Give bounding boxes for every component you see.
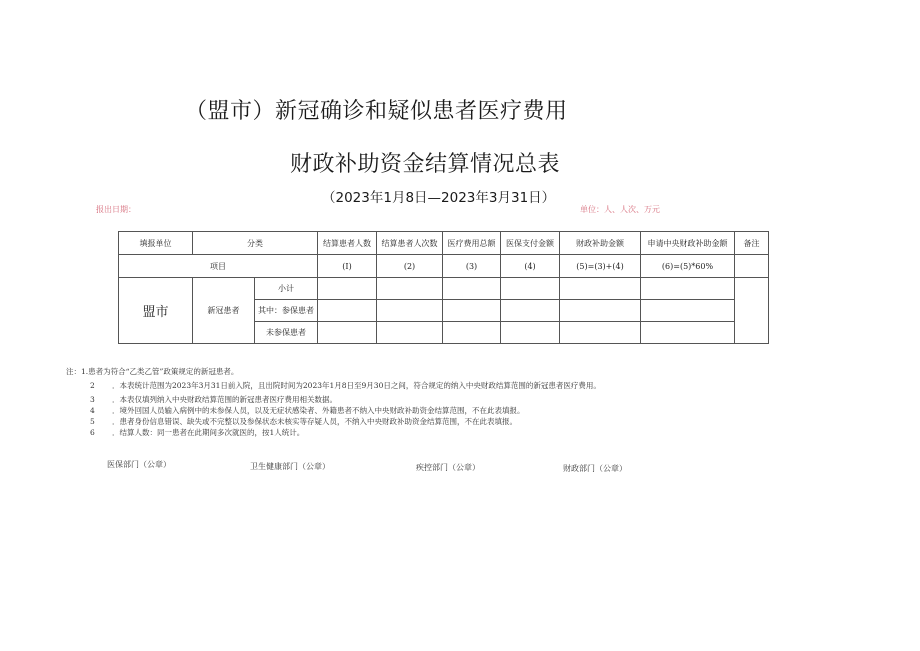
header-subsidy: 财政补助金额 xyxy=(560,232,641,255)
signature-disease-control: 疾控部门（公章） xyxy=(416,463,480,472)
unit-label: 单位：人、人次、万元 xyxy=(580,205,660,214)
note-text: ．本表统计范围为2023年3月31日前入院，且出院时间为2023年1月8日至9月30日之间，符合规定的纳入中央财政结算范围的新冠患者医疗费用。 xyxy=(112,381,601,390)
note-text: 患者为符合“乙类乙管”政策规定的新冠患者。 xyxy=(88,367,239,376)
item-label: 项目 xyxy=(119,255,318,278)
period-range: （2023年1月8日—2023年3月31日） xyxy=(322,190,556,206)
data-cell xyxy=(501,322,560,344)
data-cell xyxy=(641,278,735,300)
note-num: 5 xyxy=(90,417,95,426)
remarks-cell xyxy=(735,278,769,344)
note-text: ．结算人数：同一患者在此期间多次就医的，按1人统计。 xyxy=(112,428,305,437)
data-cell xyxy=(377,278,443,300)
data-cell xyxy=(318,322,377,344)
data-cell xyxy=(501,300,560,322)
data-cell xyxy=(318,278,377,300)
header-insurance-paid: 医保支付金额 xyxy=(501,232,560,255)
insured-label: 其中：参保患者 xyxy=(255,300,318,322)
note-num: 4 xyxy=(90,406,95,415)
item-col-2: (2) xyxy=(377,255,443,278)
subtotal-label: 小计 xyxy=(255,278,318,300)
signature-finance: 财政部门（公章） xyxy=(563,464,627,473)
note-num: 注：1. xyxy=(66,367,89,376)
data-cell xyxy=(443,300,501,322)
note-text: ．患者身份信息错误、缺失或不完整以及参保状态未核实等存疑人员，不纳入中央财政补助资金结算范围，不在此表填报。 xyxy=(112,417,517,426)
item-col-4: (4) xyxy=(501,255,560,278)
header-central-subsidy: 申请中央财政补助金额 xyxy=(641,232,735,255)
item-col-5: (5)=(3)+(4) xyxy=(560,255,641,278)
header-category: 分类 xyxy=(193,232,318,255)
note-num: 6 xyxy=(90,428,95,437)
title-line-1: （盟市）新冠确诊和疑似患者医疗费用 xyxy=(185,99,568,124)
data-cell xyxy=(560,322,641,344)
data-cell xyxy=(641,300,735,322)
title-line-2: 财政补助资金结算情况总表 xyxy=(290,152,561,177)
note-3 xyxy=(90,394,337,405)
note-num: 2 xyxy=(90,381,95,390)
data-cell xyxy=(318,300,377,322)
header-filling-unit: 填报单位 xyxy=(119,232,193,255)
header-total-cost: 医疗费用总额 xyxy=(443,232,501,255)
uninsured-label: 未参保患者 xyxy=(255,322,318,344)
note-6 xyxy=(90,427,304,438)
item-col-1: (I) xyxy=(318,255,377,278)
note-num: 3 xyxy=(90,395,95,404)
signature-health: 卫生健康部门（公章） xyxy=(250,462,330,471)
header-persons: 结算患者人数 xyxy=(318,232,377,255)
table-item-row xyxy=(119,255,769,278)
data-cell xyxy=(641,322,735,344)
header-remarks: 备注 xyxy=(735,232,769,255)
table-row xyxy=(119,278,769,300)
item-col-3: (3) xyxy=(443,255,501,278)
group-cell: 新冠患者 xyxy=(193,278,255,344)
data-cell xyxy=(560,278,641,300)
note-text: ．本表仅填列纳入中央财政结算范围的新冠患者医疗费用相关数据。 xyxy=(112,395,337,404)
header-visits: 结算患者人次数 xyxy=(377,232,443,255)
settlement-table xyxy=(118,231,769,344)
data-cell xyxy=(443,278,501,300)
note-text: ．境外回国人员输入病例中的未参保人员，以及无症状感染者、外籍患者不纳入中央财政补助资金结算范围，不在此表填报。 xyxy=(112,406,525,415)
item-col-6: (6)=(5)*60% xyxy=(641,255,735,278)
data-cell xyxy=(377,322,443,344)
note-5 xyxy=(90,416,517,427)
region-cell: 盟市 xyxy=(119,278,193,344)
report-date-label: 报出日期： xyxy=(96,205,136,214)
note-4 xyxy=(90,405,525,416)
data-cell xyxy=(443,322,501,344)
data-cell xyxy=(560,300,641,322)
note-1 xyxy=(66,366,238,377)
data-cell xyxy=(501,278,560,300)
data-cell xyxy=(377,300,443,322)
item-col-remarks xyxy=(735,255,769,278)
table-header-row xyxy=(119,232,769,255)
signature-medical-insurance: 医保部门（公章） xyxy=(107,460,171,469)
note-2 xyxy=(90,380,601,391)
